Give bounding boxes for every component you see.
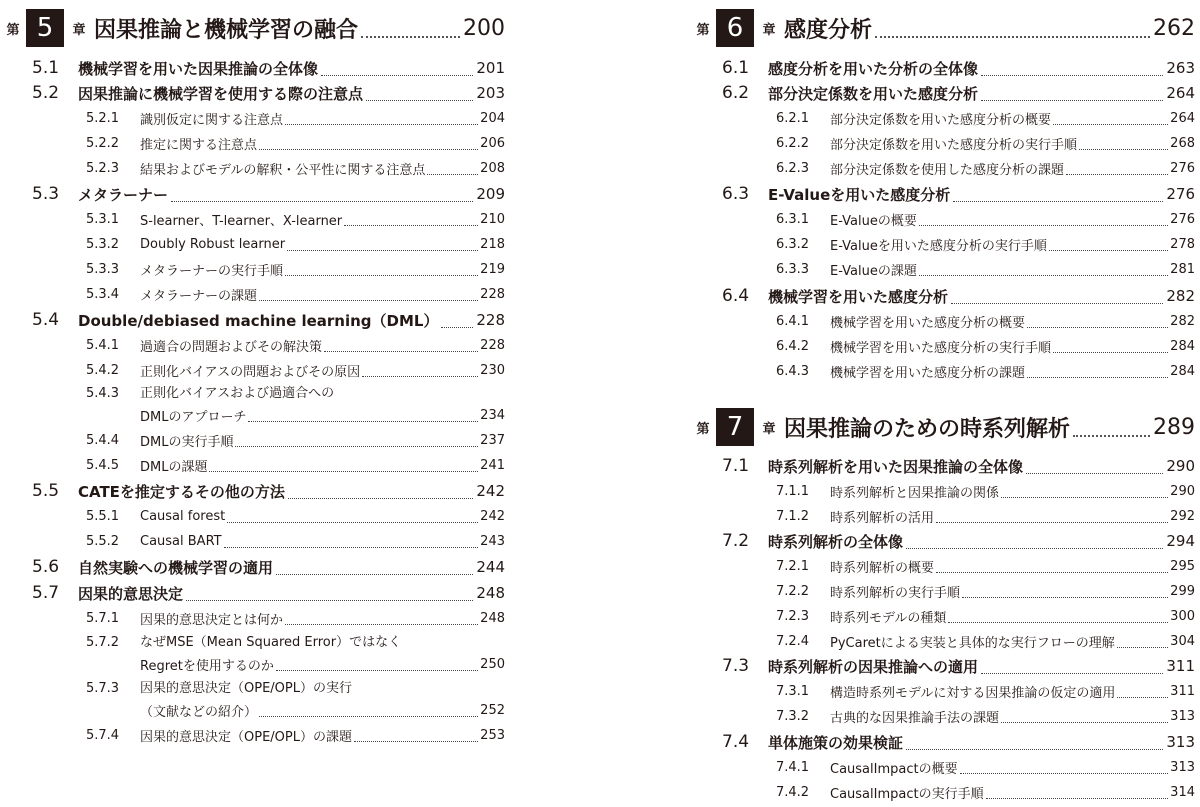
- subsection-number: 6.3.2: [776, 236, 810, 252]
- subsection-page: 281: [1170, 261, 1195, 277]
- subsection-page: 276: [1170, 211, 1195, 227]
- subsection-number: 5.3.4: [86, 286, 120, 302]
- chapter-title: 感度分析: [784, 17, 873, 43]
- dot-leader: [981, 75, 1163, 76]
- subsection-title-line1: 正則化バイアスおよび過適合への: [140, 386, 335, 401]
- dot-leader: [171, 201, 473, 202]
- toc-subsection[interactable]: [690, 705, 1195, 727]
- subsection-number: 5.2.3: [86, 160, 120, 176]
- subsection-page: 313: [1170, 759, 1195, 775]
- subsection-page: 237: [480, 432, 505, 448]
- chapter-prefix: 第: [696, 22, 710, 38]
- subsection-number: 5.7.3: [86, 681, 120, 696]
- subsection-title: E-Valueの課題: [830, 263, 917, 279]
- subsection-title: 構造時系列モデルに対する因果推論の仮定の適用: [830, 685, 1116, 701]
- section-number: 5.7: [32, 583, 60, 603]
- chapter-page: 289: [1153, 414, 1195, 440]
- subsection-number: 5.7.2: [86, 635, 120, 650]
- toc-subsection[interactable]: [0, 384, 505, 426]
- subsection-number: 6.2.3: [776, 160, 810, 176]
- dot-leader: [1117, 697, 1168, 698]
- toc-subsection[interactable]: [0, 454, 505, 476]
- subsection-number: 6.4.3: [776, 363, 810, 379]
- subsection-title: 因果的意思決定とは何か: [140, 612, 284, 628]
- subsection-page: 234: [480, 407, 505, 423]
- section-title: メタラーナー: [78, 185, 169, 204]
- toc-subsection[interactable]: [0, 679, 505, 721]
- subsection-number: 6.2.1: [776, 110, 810, 126]
- dot-leader: [354, 741, 478, 742]
- subsection-page: 248: [480, 610, 505, 626]
- dot-leader: [1027, 327, 1168, 328]
- toc-subsection[interactable]: [0, 607, 505, 629]
- section-page: 311: [1166, 657, 1195, 675]
- chapter-title: 因果推論と機械学習の融合: [94, 17, 359, 43]
- subsection-title: 部分決定係数を用いた感度分析の概要: [830, 112, 1052, 128]
- toc-subsection[interactable]: [0, 208, 505, 230]
- subsection-number: 7.2.3: [776, 608, 810, 624]
- dot-leader: [1079, 149, 1168, 150]
- section-number: 7.2: [722, 531, 750, 551]
- section-page: 201: [476, 59, 505, 77]
- section-title: 機械学習を用いた感度分析: [768, 287, 949, 306]
- subsection-page: 252: [480, 702, 505, 718]
- toc-subsection[interactable]: [0, 107, 505, 129]
- dot-leader: [235, 446, 478, 447]
- dot-leader: [986, 798, 1169, 799]
- dot-leader: [919, 225, 1168, 226]
- subsection-page: 313: [1170, 708, 1195, 724]
- dot-leader: [288, 498, 473, 499]
- subsection-title: DMLの実行手順: [140, 434, 234, 450]
- dot-leader: [321, 75, 473, 76]
- section-page: 294: [1166, 532, 1195, 550]
- subsection-page: 242: [480, 508, 505, 524]
- section-title: 単体施策の効果検証: [768, 733, 904, 752]
- chapter-number-badge: 7: [716, 408, 754, 446]
- subsection-title: 結果およびモデルの解釈・公平性に関する注意点: [140, 162, 426, 178]
- section-title: 部分決定係数を用いた感度分析: [768, 84, 979, 103]
- dot-leader: [287, 250, 478, 251]
- toc-subsection[interactable]: [690, 781, 1195, 803]
- subsection-page: 218: [480, 236, 505, 252]
- toc-subsection[interactable]: [690, 335, 1195, 357]
- dot-leader: [285, 624, 478, 625]
- subsection-title: 機械学習を用いた感度分析の実行手順: [830, 340, 1052, 356]
- toc-subsection[interactable]: [690, 580, 1195, 602]
- dot-leader: [906, 548, 1163, 549]
- toc-section[interactable]: [690, 655, 1195, 677]
- subsection-number: 7.2.1: [776, 558, 810, 574]
- section-number: 5.5: [32, 481, 60, 501]
- subsection-title: （文献などの紹介）: [140, 704, 258, 720]
- toc-subsection[interactable]: [690, 505, 1195, 527]
- chapter-number-badge: 6: [716, 9, 754, 47]
- toc-section[interactable]: [0, 57, 505, 79]
- subsection-number: 5.4.4: [86, 432, 120, 448]
- dot-leader: [276, 574, 473, 575]
- subsection-number: 5.2.2: [86, 135, 120, 151]
- dot-leader: [953, 201, 1163, 202]
- toc-section[interactable]: [0, 183, 505, 205]
- dot-leader: [285, 275, 478, 276]
- chapter-title: 因果推論のための時系列解析: [784, 416, 1071, 442]
- subsection-page: 282: [1170, 313, 1195, 329]
- dot-leader: [906, 749, 1163, 750]
- dot-leader: [362, 376, 478, 377]
- dot-leader: [1026, 473, 1163, 474]
- chapter-prefix: 第: [696, 421, 710, 437]
- toc-section[interactable]: [690, 530, 1195, 552]
- dot-leader: [875, 36, 1150, 38]
- dot-leader: [427, 174, 478, 175]
- subsection-page: 304: [1170, 633, 1195, 649]
- subsection-number: 5.5.1: [86, 508, 120, 524]
- dot-leader: [276, 670, 478, 671]
- dot-leader: [186, 600, 473, 601]
- subsection-page: 228: [480, 337, 505, 353]
- section-number: 5.4: [32, 310, 60, 330]
- dot-leader: [1066, 174, 1168, 175]
- toc-subsection[interactable]: [0, 505, 505, 527]
- subsection-title: 時系列解析の概要: [830, 560, 935, 576]
- dot-leader: [981, 673, 1163, 674]
- subsection-number: 6.4.1: [776, 313, 810, 329]
- dot-leader: [1001, 497, 1168, 498]
- subsection-page: 228: [480, 286, 505, 302]
- section-page: 209: [476, 185, 505, 203]
- section-number: 5.2: [32, 83, 60, 103]
- section-page: 282: [1166, 287, 1195, 305]
- subsection-number: 7.1.2: [776, 508, 810, 524]
- section-page: 264: [1166, 84, 1195, 102]
- dot-leader: [981, 100, 1163, 101]
- toc-subsection[interactable]: [690, 555, 1195, 577]
- toc-subsection[interactable]: [690, 233, 1195, 255]
- subsection-title: DMLのアプローチ: [140, 409, 247, 425]
- section-title: E-Valueを用いた感度分析: [768, 185, 951, 204]
- subsection-title: 正則化バイアスの問題およびその原因: [140, 364, 361, 380]
- dot-leader: [344, 225, 478, 226]
- subsection-page: 311: [1170, 683, 1195, 699]
- dot-leader: [441, 327, 473, 328]
- toc-subsection[interactable]: [690, 360, 1195, 382]
- section-page: 248: [476, 584, 505, 602]
- subsection-title: E-Valueの概要: [830, 213, 917, 229]
- subsection-page: 206: [480, 135, 505, 151]
- subsection-number: 5.3.2: [86, 236, 120, 252]
- section-page: 263: [1166, 59, 1195, 77]
- subsection-title: CausalImpactの実行手順: [830, 786, 984, 802]
- dot-leader: [962, 597, 1168, 598]
- section-page: 203: [476, 84, 505, 102]
- section-number: 6.4: [722, 286, 750, 306]
- toc-subsection[interactable]: [690, 310, 1195, 332]
- toc-subsection[interactable]: [690, 258, 1195, 280]
- chapter-prefix: 第: [6, 22, 20, 38]
- subsection-title-line1: 因果的意思決定（OPE/OPL）の実行: [140, 681, 352, 696]
- toc-section[interactable]: [0, 556, 505, 578]
- subsection-number: 7.3.2: [776, 708, 810, 724]
- section-title: CATEを推定するその他の方法: [78, 482, 285, 501]
- subsection-number: 7.2.4: [776, 633, 810, 649]
- section-page: 276: [1166, 185, 1195, 203]
- dot-leader: [919, 275, 1168, 276]
- subsection-title: 因果的意思決定（OPE/OPL）の課題: [140, 729, 352, 745]
- subsection-page: 210: [480, 211, 505, 227]
- dot-leader: [224, 547, 479, 548]
- dot-leader: [948, 622, 1168, 623]
- section-number: 6.1: [722, 58, 750, 78]
- dot-leader: [936, 522, 1168, 523]
- subsection-page: 268: [1170, 135, 1195, 151]
- toc-subsection[interactable]: [0, 283, 505, 305]
- chapter-page: 262: [1153, 15, 1195, 41]
- subsection-number: 5.7.4: [86, 727, 120, 743]
- subsection-page: 292: [1170, 508, 1195, 524]
- section-title: 因果的意思決定: [78, 584, 184, 603]
- subsection-number: 5.3.1: [86, 211, 120, 227]
- subsection-number: 5.7.1: [86, 610, 120, 626]
- subsection-page: 230: [480, 362, 505, 378]
- subsection-number: 7.1.1: [776, 483, 810, 499]
- toc-subsection[interactable]: [0, 724, 505, 746]
- toc-section[interactable]: [0, 309, 505, 331]
- dot-leader: [285, 124, 478, 125]
- toc-subsection[interactable]: [690, 605, 1195, 627]
- dot-leader: [324, 351, 478, 352]
- subsection-page: 241: [480, 457, 505, 473]
- dot-leader: [248, 421, 478, 422]
- subsection-page: 253: [480, 727, 505, 743]
- subsection-number: 7.3.1: [776, 683, 810, 699]
- toc-section[interactable]: [0, 82, 505, 104]
- subsection-title: 古典的な因果推論手法の課題: [830, 710, 1000, 726]
- toc-subsection[interactable]: [690, 480, 1195, 502]
- toc-subsection[interactable]: [0, 334, 505, 356]
- subsection-title: DMLの課題: [140, 459, 208, 475]
- subsection-page: 208: [480, 160, 505, 176]
- toc-subsection[interactable]: [0, 258, 505, 280]
- subsection-title: E-Valueを用いた感度分析の実行手順: [830, 238, 1047, 254]
- subsection-title: 機械学習を用いた感度分析の概要: [830, 315, 1026, 331]
- subsection-title-line1: なぜMSE（Mean Squared Error）ではなく: [140, 635, 402, 650]
- section-number: 7.1: [722, 456, 750, 476]
- chapter-heading: [690, 407, 1195, 447]
- subsection-number: 6.3.3: [776, 261, 810, 277]
- dot-leader: [1053, 352, 1168, 353]
- subsection-page: 276: [1170, 160, 1195, 176]
- subsection-page: 243: [480, 533, 505, 549]
- section-number: 5.1: [32, 58, 60, 78]
- toc-section[interactable]: [690, 731, 1195, 753]
- subsection-page: 278: [1170, 236, 1195, 252]
- dot-leader: [1073, 435, 1150, 437]
- dot-leader: [209, 471, 478, 472]
- toc-subsection[interactable]: [690, 630, 1195, 652]
- dot-leader: [1027, 377, 1168, 378]
- dot-leader: [259, 149, 478, 150]
- subsection-number: 6.3.1: [776, 211, 810, 227]
- subsection-number: 5.4.5: [86, 457, 120, 473]
- subsection-number: 7.4.2: [776, 784, 810, 800]
- subsection-title: 機械学習を用いた感度分析の課題: [830, 365, 1026, 381]
- dot-leader: [1049, 250, 1168, 251]
- toc-section[interactable]: [690, 57, 1195, 79]
- toc-subsection[interactable]: [690, 107, 1195, 129]
- subsection-title: Regretを使用するのか: [140, 658, 274, 674]
- subsection-number: 5.3.3: [86, 261, 120, 277]
- chapter-suffix: 章: [762, 22, 776, 38]
- subsection-page: 284: [1170, 363, 1195, 379]
- subsection-title: 部分決定係数を使用した感度分析の課題: [830, 162, 1065, 178]
- subsection-title: 時系列解析の実行手順: [830, 585, 961, 601]
- subsection-number: 5.4.3: [86, 386, 120, 401]
- subsection-title: CausalImpactの概要: [830, 761, 958, 777]
- subsection-title: 部分決定係数を用いた感度分析の実行手順: [830, 137, 1078, 153]
- toc-subsection[interactable]: [0, 132, 505, 154]
- subsection-page: 264: [1170, 110, 1195, 126]
- toc-section[interactable]: [0, 582, 505, 604]
- section-page: 228: [476, 311, 505, 329]
- subsection-page: 299: [1170, 583, 1195, 599]
- toc-subsection[interactable]: [690, 157, 1195, 179]
- toc-subsection[interactable]: [0, 633, 505, 675]
- section-number: 5.3: [32, 184, 60, 204]
- chapter-suffix: 章: [72, 22, 86, 38]
- toc-subsection[interactable]: [690, 132, 1195, 154]
- toc-subsection[interactable]: [0, 157, 505, 179]
- section-page: 313: [1166, 733, 1195, 751]
- section-page: 242: [476, 482, 505, 500]
- subsection-title: Doubly Robust learner: [140, 236, 286, 252]
- subsection-page: 290: [1170, 483, 1195, 499]
- subsection-title: PyCaretによる実装と具体的な実行フローの理解: [830, 635, 1115, 651]
- subsection-title: Causal BART: [140, 533, 222, 549]
- dot-leader: [951, 303, 1163, 304]
- section-number: 6.3: [722, 184, 750, 204]
- toc-subsection[interactable]: [0, 530, 505, 552]
- subsection-page: 204: [480, 110, 505, 126]
- chapter-heading: [0, 8, 505, 48]
- toc-subsection[interactable]: [690, 756, 1195, 778]
- subsection-page: 314: [1170, 784, 1195, 800]
- toc-section[interactable]: [690, 82, 1195, 104]
- subsection-number: 5.2.1: [86, 110, 120, 126]
- subsection-number: 5.4.2: [86, 362, 120, 378]
- toc-subsection[interactable]: [0, 233, 505, 255]
- chapter-heading: [690, 8, 1195, 48]
- toc-subsection[interactable]: [0, 359, 505, 381]
- dot-leader: [1117, 647, 1168, 648]
- section-title: 時系列解析の因果推論への適用: [768, 657, 979, 676]
- section-number: 7.3: [722, 656, 750, 676]
- dot-leader: [227, 522, 478, 523]
- toc-section[interactable]: [690, 455, 1195, 477]
- subsection-title: 識別仮定に関する注意点: [140, 112, 284, 128]
- section-title: 感度分析を用いた分析の全体像: [768, 59, 979, 78]
- toc-section[interactable]: [690, 285, 1195, 307]
- section-title: 因果推論に機械学習を使用する際の注意点: [78, 84, 364, 103]
- dot-leader: [960, 773, 1169, 774]
- section-page: 244: [476, 558, 505, 576]
- subsection-title: 時系列モデルの種類: [830, 610, 947, 626]
- subsection-title: 過適合の問題およびその解決策: [140, 339, 323, 355]
- chapter-suffix: 章: [762, 421, 776, 437]
- section-title: Double/debiased machine learning（DML）: [78, 311, 439, 330]
- subsection-page: 250: [480, 656, 505, 672]
- subsection-number: 5.4.1: [86, 337, 120, 353]
- subsection-page: 300: [1170, 608, 1195, 624]
- chapter-page: 200: [463, 15, 505, 41]
- section-page: 290: [1166, 457, 1195, 475]
- dot-leader: [259, 300, 478, 301]
- subsection-number: 6.2.2: [776, 135, 810, 151]
- subsection-title: メタラーナーの実行手順: [140, 263, 284, 279]
- dot-leader: [1001, 722, 1168, 723]
- toc-section[interactable]: [690, 183, 1195, 205]
- subsection-number: 7.2.2: [776, 583, 810, 599]
- subsection-title: メタラーナーの課題: [140, 288, 258, 304]
- toc-subsection[interactable]: [0, 429, 505, 451]
- dot-leader: [361, 36, 460, 38]
- dot-leader: [259, 716, 478, 717]
- subsection-title: Causal forest: [140, 508, 226, 524]
- section-number: 6.2: [722, 83, 750, 103]
- toc-subsection[interactable]: [690, 208, 1195, 230]
- toc-subsection[interactable]: [690, 680, 1195, 702]
- section-number: 7.4: [722, 732, 750, 752]
- dot-leader: [366, 100, 473, 101]
- section-title: 時系列解析の全体像: [768, 532, 904, 551]
- section-title: 時系列解析を用いた因果推論の全体像: [768, 457, 1024, 476]
- subsection-title: 推定に関する注意点: [140, 137, 258, 153]
- subsection-number: 6.4.2: [776, 338, 810, 354]
- subsection-number: 5.5.2: [86, 533, 120, 549]
- subsection-page: 295: [1170, 558, 1195, 574]
- subsection-title: 時系列解析と因果推論の関係: [830, 485, 1000, 501]
- section-title: 自然実験への機械学習の適用: [78, 558, 274, 577]
- subsection-page: 219: [480, 261, 505, 277]
- dot-leader: [1053, 124, 1168, 125]
- chapter-number-badge: 5: [26, 9, 64, 47]
- subsection-title: 時系列解析の活用: [830, 510, 935, 526]
- section-title: 機械学習を用いた因果推論の全体像: [78, 59, 319, 78]
- subsection-number: 7.4.1: [776, 759, 810, 775]
- section-number: 5.6: [32, 557, 60, 577]
- toc-section[interactable]: [0, 480, 505, 502]
- dot-leader: [936, 572, 1168, 573]
- subsection-title: S-learner、T-learner、X-learner: [140, 213, 343, 229]
- subsection-page: 284: [1170, 338, 1195, 354]
